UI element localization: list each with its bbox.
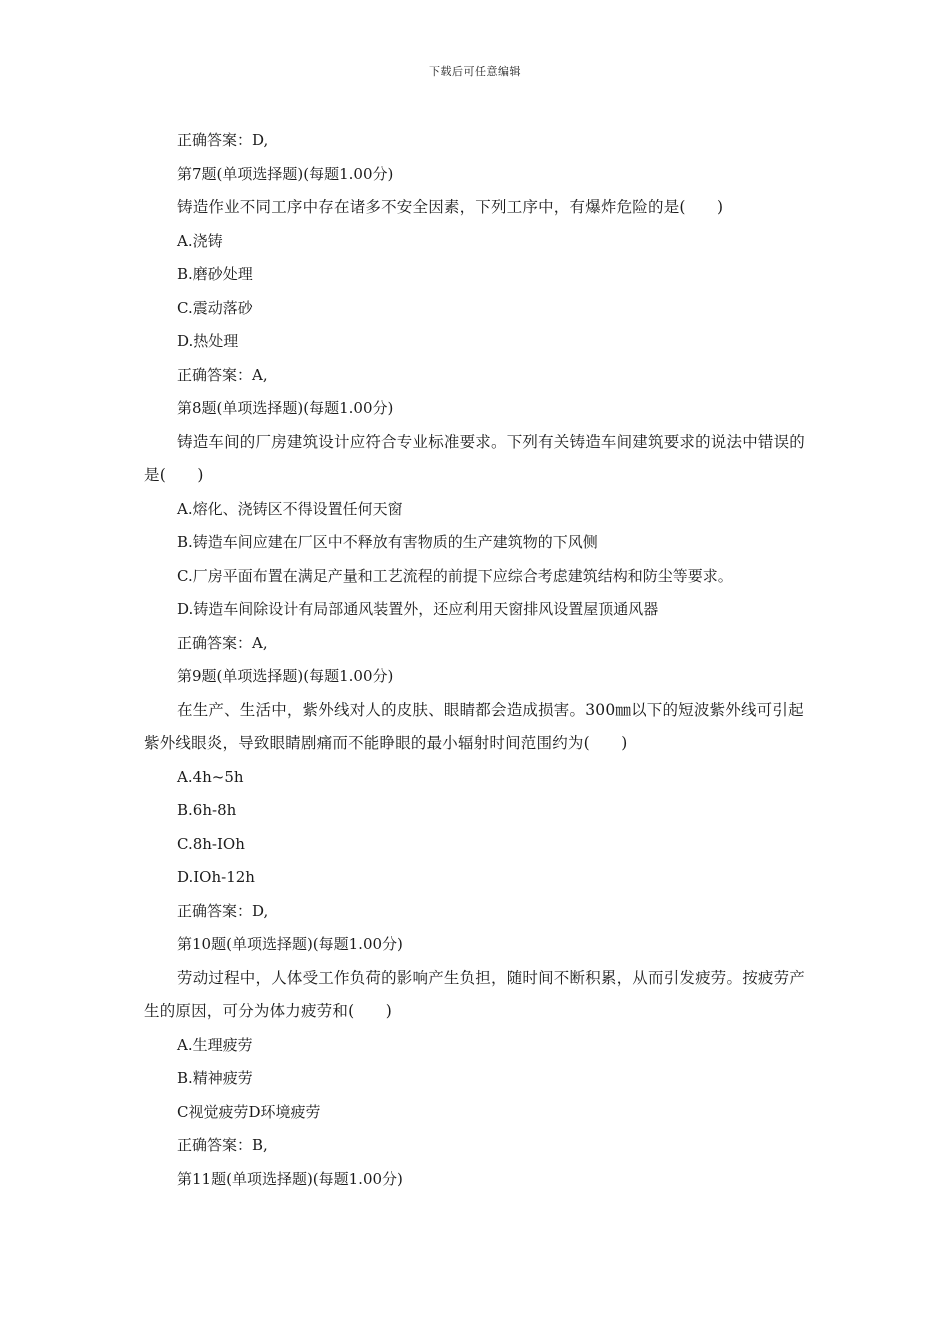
option-line: C.震动落砂: [177, 298, 253, 317]
answer-line: 正确答案：B,: [177, 1136, 268, 1154]
header-note: 下载后可任意编辑: [429, 65, 521, 78]
answer-line: 正确答案：A,: [177, 633, 268, 652]
question-stem: 铸造作业不同工序中存在诸多不安全因素，下列工序中，有爆炸危险的是( ): [177, 198, 724, 216]
question-heading: 第8题(单项选择题)(每题1.00分): [177, 399, 394, 417]
option-line: A.生理疲劳: [177, 1035, 253, 1054]
question-heading: 第10题(单项选择题)(每题1.00分): [177, 935, 403, 953]
option-line: A.4h~5h: [177, 767, 244, 786]
question-list: [144, 124, 816, 1196]
answer-line: 正确答案：D,: [177, 131, 269, 149]
question-stem: 劳动过程中，人体受工作负荷的影响产生负担，随时间不断积累，从而引发疲劳。按疲劳产生的原因，可分为体力疲劳和( ): [144, 968, 806, 1020]
option-line: A.熔化、浇铸区不得设置任何天窗: [177, 499, 403, 518]
option-line: C.8h-IOh: [177, 834, 245, 853]
option-line: D.热处理: [177, 332, 239, 350]
option-line: A.浇铸: [177, 231, 223, 250]
question-heading: 第11题(单项选择题)(每题1.00分): [177, 1169, 403, 1188]
option-line: D.IOh-12h: [177, 868, 255, 886]
option-line: B.精神疲劳: [177, 1069, 253, 1087]
option-line: B.6h-8h: [177, 801, 237, 819]
option-line: B.磨砂处理: [177, 265, 253, 283]
option-line: B.铸造车间应建在厂区中不释放有害物质的生产建筑物的下风侧: [177, 533, 598, 551]
option-line: D.铸造车间除设计有局部通风装置外，还应利用天窗排风设置屋顶通风器: [177, 600, 659, 618]
question-heading: 第9题(单项选择题)(每题1.00分): [177, 667, 394, 685]
question-heading: 第7题(单项选择题)(每题1.00分): [177, 164, 394, 183]
answer-line: 正确答案：A,: [177, 365, 268, 384]
question-stem: 铸造车间的厂房建筑设计应符合专业标准要求。下列有关铸造车间建筑要求的说法中错误的是( ): [144, 432, 806, 484]
option-line: C.厂房平面布置在满足产量和工艺流程的前提下应综合考虑建筑结构和防尘等要求。: [177, 566, 733, 585]
option-line: C视觉疲劳D环境疲劳: [177, 1102, 321, 1121]
answer-line: 正确答案：D,: [177, 901, 269, 920]
question-stem: 在生产、生活中，紫外线对人的皮肤、眼睛都会造成损害。300㎜以下的短波紫外线可引起紫外线眼炎，导致眼睛剧痛而不能睁眼的最小辐射时间范围约为( ): [144, 700, 804, 752]
